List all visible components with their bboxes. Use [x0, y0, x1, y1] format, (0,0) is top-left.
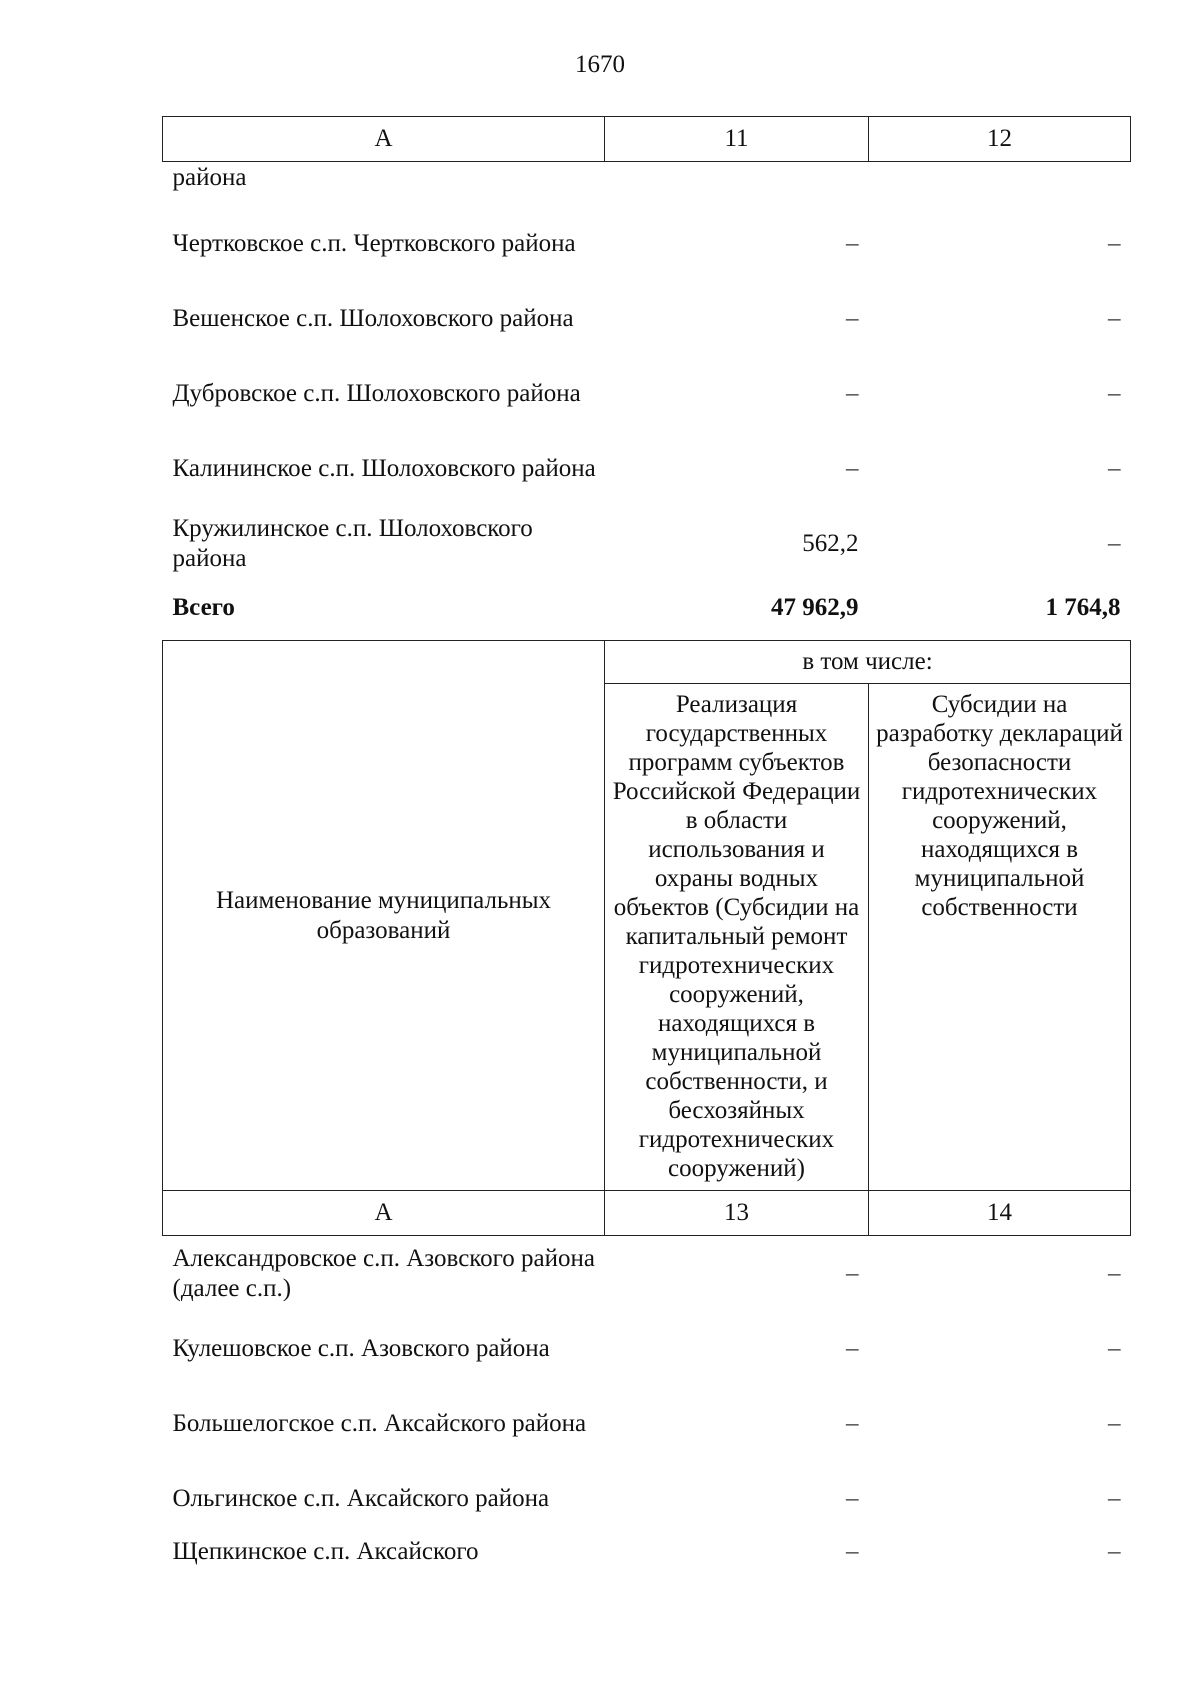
column-header-14: 14 — [869, 1191, 1131, 1236]
row-name: Калининское с.п. Шолоховского района — [172, 454, 596, 482]
table-row — [163, 206, 1131, 281]
table-row — [163, 1236, 1131, 1312]
column-13-header: Реализация государственных программ субъектов Российской Федерации в области использования и охраны водных объектов (Субсидии на капитальный ремонт гидротехнических сооружений, находящихся в муниципальной собственности, и бесхозяйных гидротехнических сооружений) — [605, 684, 869, 1191]
row-value-14: – — [1108, 1484, 1121, 1512]
table-row — [163, 1536, 1131, 1578]
column-number-row — [163, 1191, 1131, 1236]
row-name: Дубровское с.п. Шолоховского района — [172, 379, 581, 407]
column-header-11: 11 — [605, 117, 869, 162]
total-value-12: 1 764,8 — [1045, 594, 1121, 621]
row-value-12: – — [1108, 229, 1121, 257]
row-value-11: – — [846, 304, 859, 332]
row-value-12: – — [1108, 379, 1121, 407]
row-value-12: – — [1108, 454, 1121, 482]
row-name: Щепкинское с.п. Аксайского — [172, 1538, 479, 1565]
row-value-14: – — [1108, 1334, 1121, 1362]
row-value-13: – — [846, 1409, 859, 1437]
column-header-12: 12 — [869, 117, 1131, 162]
row-value-14: – — [1108, 1538, 1121, 1565]
row-name: Вешенское с.п. Шолоховского района — [172, 304, 574, 332]
table-row — [163, 506, 1131, 581]
budget-table-cols-13-14 — [162, 640, 1131, 1578]
row-value-11: – — [846, 379, 859, 407]
table-row — [163, 431, 1131, 506]
municipality-name-header: Наименование муниципальных образований — [163, 641, 605, 1191]
total-label: Всего — [172, 594, 235, 621]
table-row — [163, 162, 1131, 207]
row-value-14: – — [1108, 1259, 1121, 1287]
row-value-13: – — [846, 1484, 859, 1512]
total-row — [163, 581, 1131, 635]
row-value-12: – — [1108, 529, 1121, 557]
row-name: Чертковское с.п. Чертковского района — [172, 229, 576, 257]
row-name: Кулешовское с.п. Азовского района — [172, 1334, 550, 1362]
table-row — [163, 1461, 1131, 1536]
table-row — [163, 1311, 1131, 1386]
row-value-12: – — [1108, 304, 1121, 332]
row-value-13: – — [846, 1538, 859, 1565]
row-name: Александровское с.п. Азовского района (далее с.п.) — [172, 1244, 595, 1302]
row-value-13: – — [846, 1259, 859, 1287]
row-name-continuation: района — [172, 164, 247, 191]
table-row — [163, 1386, 1131, 1461]
row-value-11: – — [846, 454, 859, 482]
table-row — [163, 281, 1131, 356]
header-row — [163, 641, 1131, 684]
column-header-a: А — [163, 1191, 605, 1236]
row-value-11: – — [846, 229, 859, 257]
row-value-14: – — [1108, 1409, 1121, 1437]
row-name: Большелогское с.п. Аксайского района — [172, 1409, 587, 1437]
row-name: Ольгинское с.п. Аксайского района — [172, 1484, 550, 1512]
table-row — [163, 356, 1131, 431]
column-header-13: 13 — [605, 1191, 869, 1236]
page-number: 1670 — [575, 51, 625, 78]
column-header-a: А — [163, 117, 605, 162]
total-value-11: 47 962,9 — [771, 594, 859, 621]
column-number-row — [163, 117, 1131, 162]
budget-table-cols-11-12 — [162, 116, 1131, 635]
row-value-13: – — [846, 1334, 859, 1362]
row-name: Кружилинское с.п. Шолоховского района — [172, 514, 533, 572]
group-header-including: в том числе: — [605, 641, 1131, 684]
row-value-11: 562,2 — [802, 529, 859, 557]
column-14-header: Субсидии на разработку деклараций безопасности гидротехнических сооружений, находящихся в муниципальной собственности — [869, 684, 1131, 1191]
